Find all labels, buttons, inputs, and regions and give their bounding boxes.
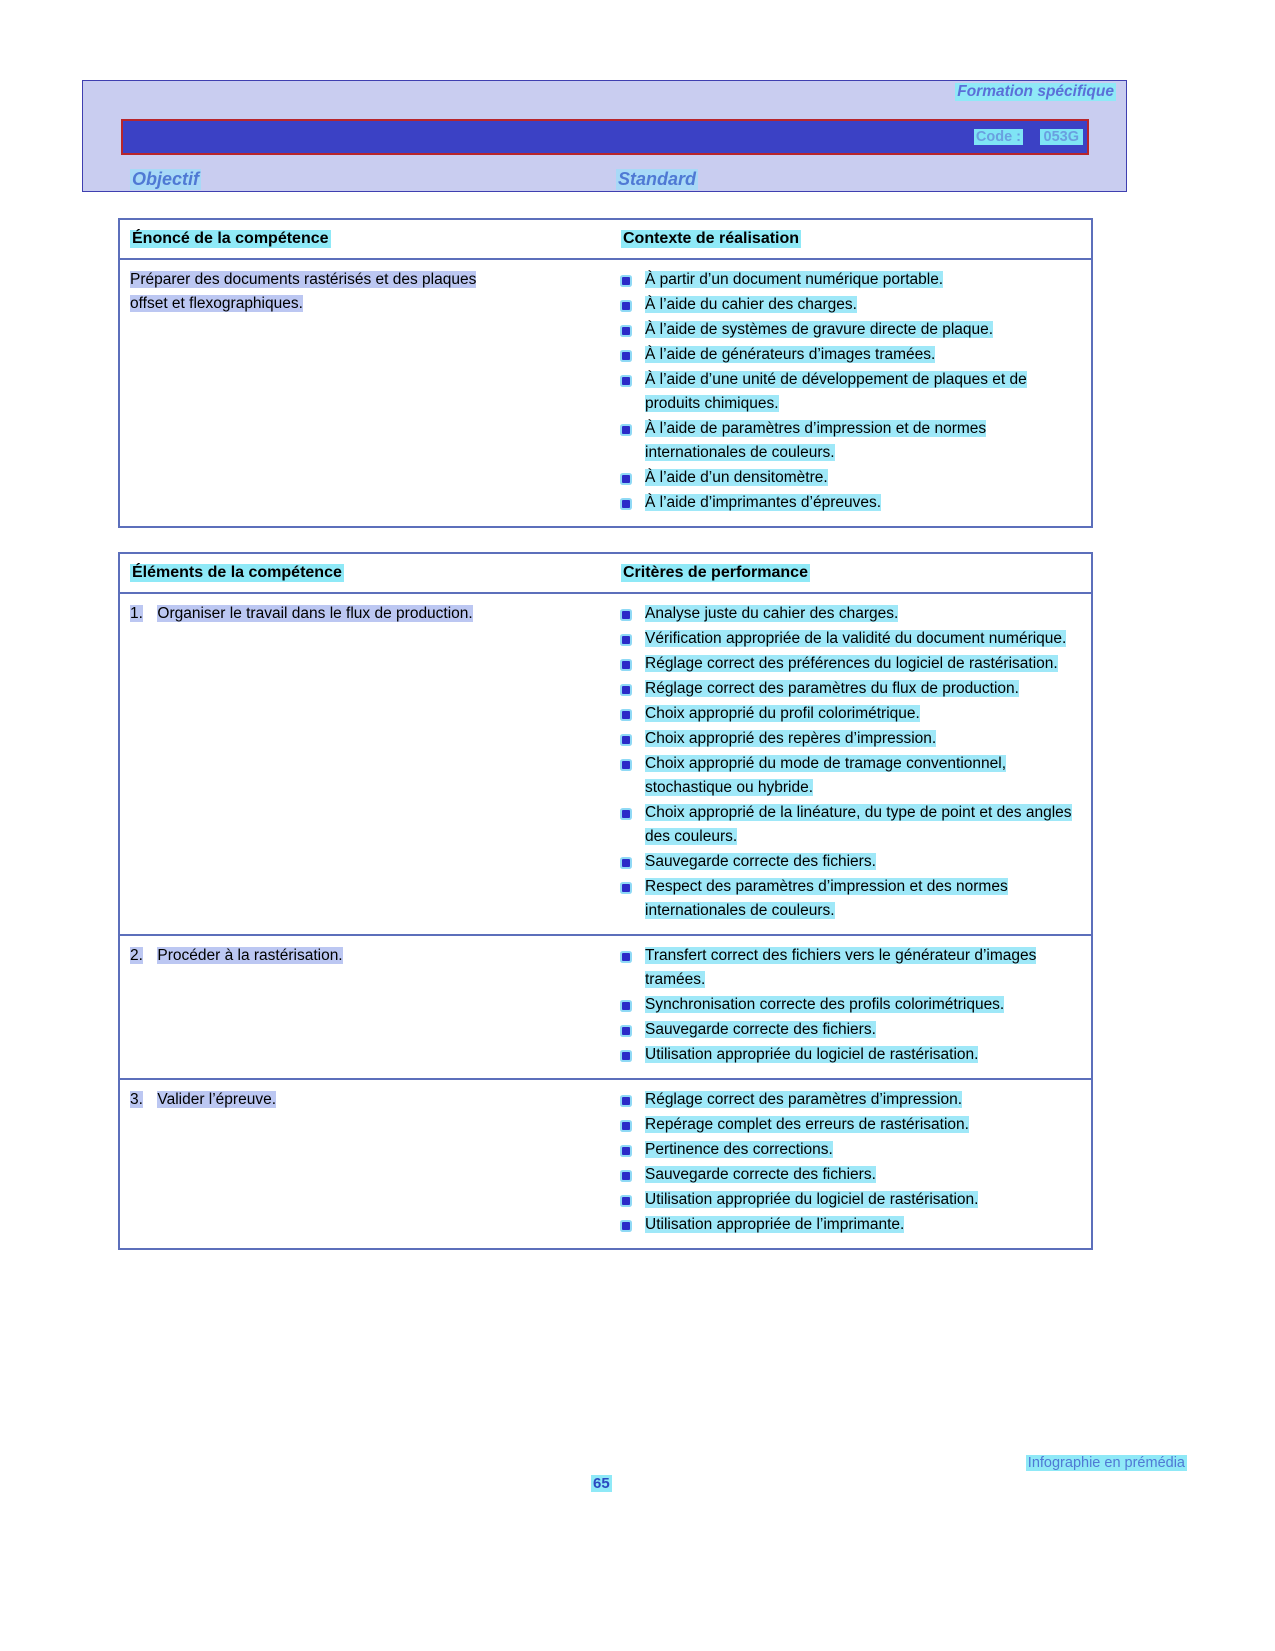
list-item — [615, 752, 1083, 800]
bullet-text: Sauvegarde correcte des fichiers. — [645, 1166, 876, 1184]
element-number: 3. — [130, 1091, 143, 1109]
bullet-text: Utilisation appropriée du logiciel de rastérisation. — [645, 1046, 979, 1064]
table1-header-left: Énoncé de la compétence — [132, 230, 329, 247]
list-item — [615, 368, 1083, 416]
bullet-text: Choix approprié du mode de tramage conventionnel, stochastique ou hybride. — [645, 755, 1007, 797]
table1-body-row — [120, 260, 1091, 526]
list-item — [615, 268, 1083, 292]
table2-header-right-cell — [615, 564, 1091, 582]
bullet-text: Réglage correct des paramètres du flux de production. — [645, 680, 1019, 698]
competence-statement-line: offset et flexographiques. — [130, 295, 303, 313]
list-item — [615, 417, 1083, 465]
objectif-heading: Objectif — [132, 169, 200, 189]
bullet-text: Choix approprié du profil colorimétrique. — [645, 705, 920, 723]
list-item — [615, 627, 1083, 651]
list-item — [615, 875, 1083, 923]
bullet-text: Respect des paramètres d’impression et des normes internationales de couleurs. — [645, 878, 1008, 920]
list-item — [615, 293, 1083, 317]
list-item — [615, 1043, 1083, 1067]
table1-header-left-cell — [120, 230, 615, 248]
table2-header-left: Éléments de la compétence — [132, 564, 342, 581]
list-item — [615, 1018, 1083, 1042]
table1-header-right-cell — [615, 230, 1091, 248]
list-item — [615, 1163, 1083, 1187]
list-item — [615, 491, 1083, 515]
element-cell — [120, 1080, 615, 1248]
element-label: Procéder à la rastérisation. — [157, 947, 343, 965]
competence-statement-line: Préparer des documents rastérisés et des plaques — [130, 271, 477, 288]
element-label: Organiser le travail dans le flux de production. — [157, 605, 473, 622]
competence-statement-table — [118, 218, 1093, 528]
bullet-text: Utilisation appropriée de l’imprimante. — [645, 1216, 905, 1234]
bullet-text: À l’aide d’un densitomètre. — [645, 469, 828, 487]
bullet-text: Analyse juste du cahier des charges. — [645, 605, 899, 622]
context-cell — [615, 260, 1091, 526]
list-item — [615, 1188, 1083, 1212]
competence-elements-table — [118, 552, 1093, 1250]
standard-heading: Standard — [618, 169, 697, 189]
table2-header-left-cell — [120, 564, 615, 582]
table-row — [120, 934, 1091, 1078]
list-item — [615, 466, 1083, 490]
bullet-text: Utilisation appropriée du logiciel de rastérisation. — [645, 1191, 979, 1209]
table-row — [120, 1078, 1091, 1248]
criteria-bullet-list — [615, 602, 1083, 923]
list-item — [615, 702, 1083, 726]
bullet-text: Synchronisation correcte des profils colorimétriques. — [645, 996, 1005, 1014]
table1-header-right: Contexte de réalisation — [623, 230, 800, 247]
bullet-text: Transfert correct des fichiers vers le générateur d’images tramées. — [645, 947, 1037, 989]
bullet-text: Sauvegarde correcte des fichiers. — [645, 853, 876, 871]
element-cell — [120, 936, 615, 1078]
bullet-text: Repérage complet des erreurs de rastérisation. — [645, 1116, 969, 1134]
table1-header-row — [120, 220, 1091, 260]
context-bullet-list — [615, 268, 1083, 515]
bullet-text: Sauvegarde correcte des fichiers. — [645, 1021, 876, 1039]
bullet-text: Pertinence des corrections. — [645, 1141, 833, 1159]
bullet-text: Vérification appropriée de la validité du document numérique. — [645, 630, 1067, 648]
element-cell — [120, 594, 615, 934]
criteria-bullet-list — [615, 1088, 1083, 1237]
list-item — [615, 343, 1083, 367]
formation-label: Formation spécifique — [957, 83, 1114, 100]
bullet-text: À partir d’un document numérique portable. — [645, 271, 944, 288]
list-item — [615, 1213, 1083, 1237]
page-number: 65 — [593, 1475, 610, 1492]
bullet-text: Réglage correct des préférences du logiciel de rastérisation. — [645, 655, 1058, 673]
bullet-text: À l’aide de systèmes de gravure directe de plaque. — [645, 321, 994, 339]
bullet-text: À l’aide de paramètres d’impression et de normes internationales de couleurs. — [645, 420, 987, 462]
code-label: Code : — [975, 129, 1021, 145]
header-band — [82, 80, 1127, 192]
competence-statement-cell — [120, 260, 615, 526]
bullet-text: Réglage correct des paramètres d’impression. — [645, 1091, 963, 1109]
list-item — [615, 801, 1083, 849]
list-item — [615, 602, 1083, 626]
list-item — [615, 1088, 1083, 1112]
element-number: 1. — [130, 605, 143, 622]
criteria-bullet-list — [615, 944, 1083, 1067]
list-item — [615, 944, 1083, 992]
criteria-cell — [615, 594, 1091, 934]
bullet-text: Choix approprié de la linéature, du type de point et des angles des couleurs. — [645, 804, 1072, 846]
list-item — [615, 1138, 1083, 1162]
criteria-cell — [615, 1080, 1091, 1248]
bullet-text: À l’aide d’imprimantes d’épreuves. — [645, 494, 882, 512]
bullet-text: Choix approprié des repères d’impression. — [645, 730, 937, 748]
bullet-text: À l’aide du cahier des charges. — [645, 296, 857, 314]
code-bar — [121, 119, 1089, 155]
list-item — [615, 850, 1083, 874]
table-row — [120, 594, 1091, 934]
element-number: 2. — [130, 947, 143, 965]
list-item — [615, 677, 1083, 701]
table2-header-row — [120, 554, 1091, 594]
bullet-text: À l’aide d’une unité de développement de plaques et de produits chimiques. — [645, 371, 1027, 413]
criteria-cell — [615, 936, 1091, 1078]
code-value: 053G — [1040, 129, 1083, 145]
list-item — [615, 652, 1083, 676]
list-item — [615, 993, 1083, 1017]
element-label: Valider l’épreuve. — [157, 1091, 277, 1109]
list-item — [615, 727, 1083, 751]
footer-program: Infographie en prémédia — [1027, 1455, 1185, 1471]
list-item — [615, 1113, 1083, 1137]
list-item — [615, 318, 1083, 342]
table2-header-right: Critères de performance — [623, 564, 808, 581]
bullet-text: À l’aide de générateurs d’images tramées. — [645, 346, 936, 364]
